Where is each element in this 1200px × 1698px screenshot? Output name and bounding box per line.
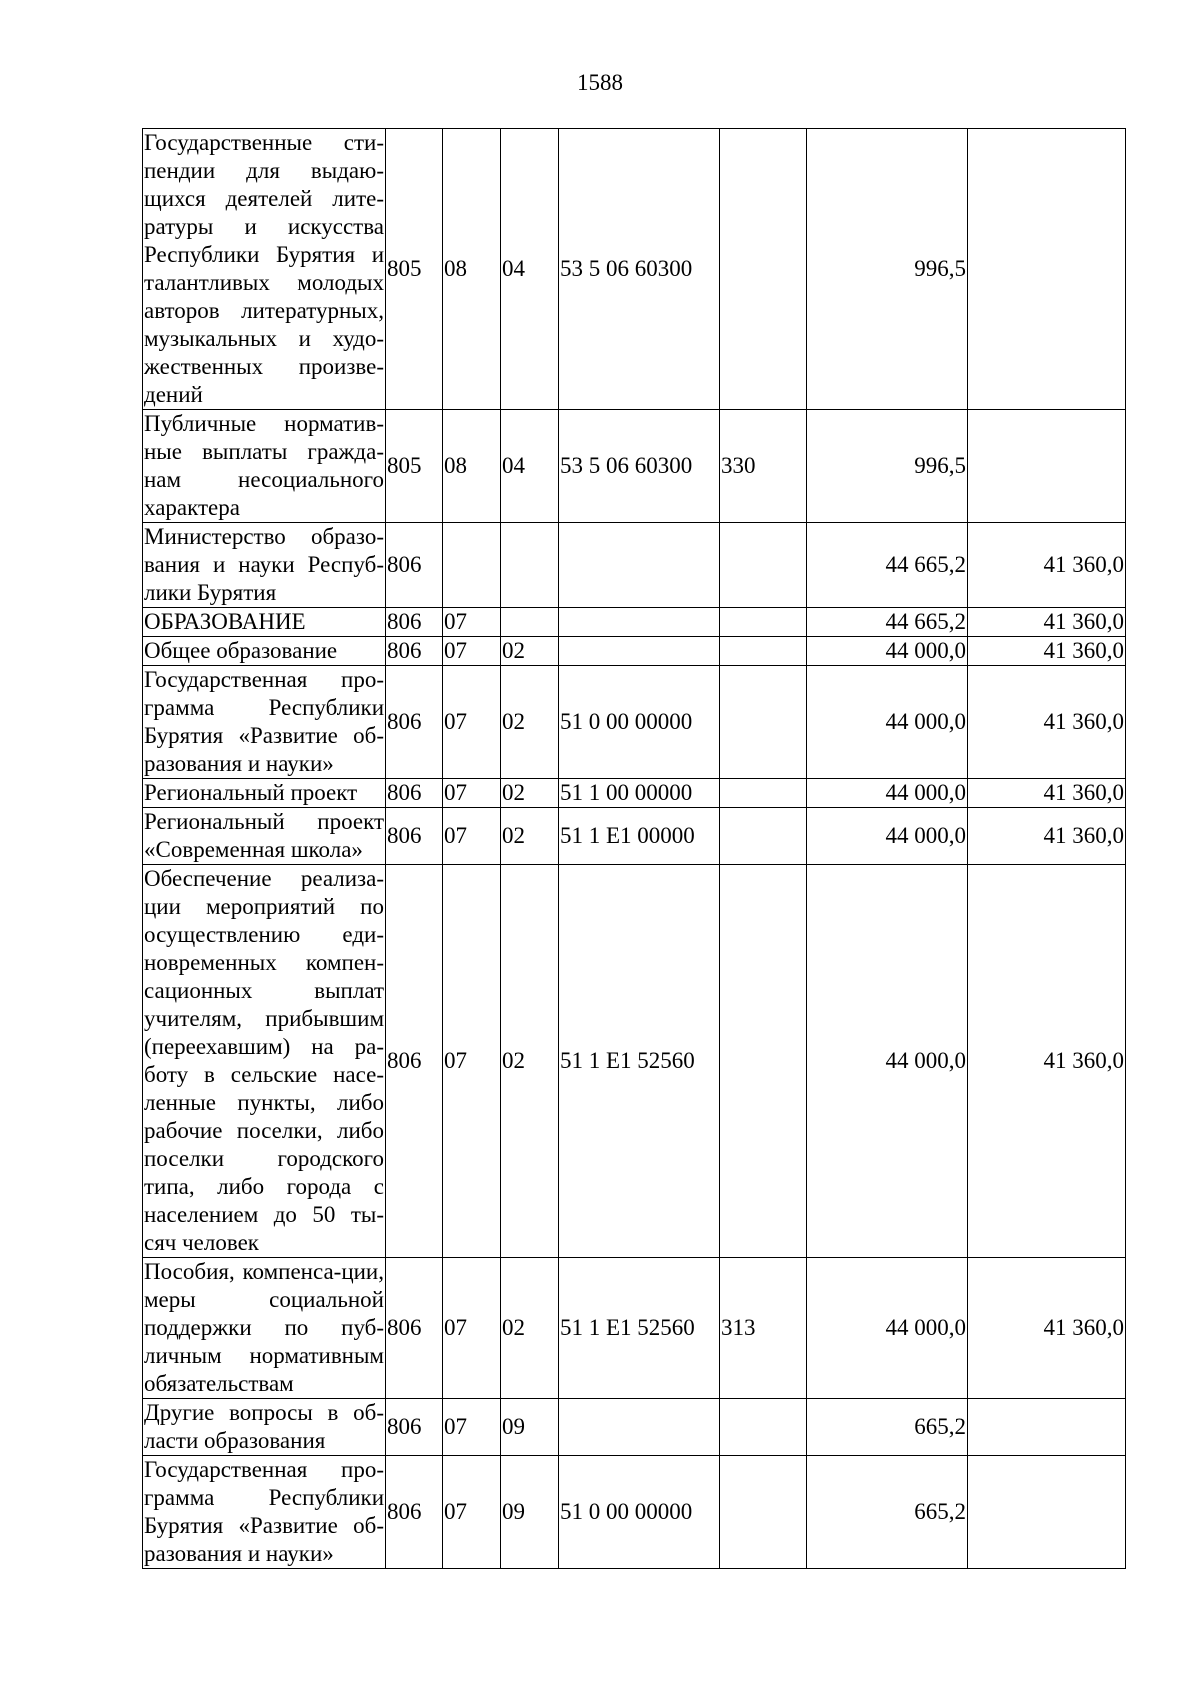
section-code-cell: 07	[443, 608, 501, 637]
amount-cell-2: 41 360,0	[968, 779, 1126, 808]
table-row	[143, 129, 1126, 410]
amount-cell-1: 44 665,2	[807, 523, 968, 608]
amount-cell-2: 41 360,0	[968, 808, 1126, 865]
amount-cell-1: 44 000,0	[807, 666, 968, 779]
ministry-code-cell: 806	[386, 1456, 443, 1569]
target-article-cell: 53 5 06 60300	[559, 129, 720, 410]
ministry-code-cell: 806	[386, 608, 443, 637]
section-code-cell: 07	[443, 779, 501, 808]
budget-table	[142, 128, 1126, 1569]
expense-type-cell	[720, 129, 807, 410]
table-row	[143, 1456, 1126, 1569]
amount-cell-2: 41 360,0	[968, 666, 1126, 779]
table-row	[143, 637, 1126, 666]
target-article-cell: 51 1 E1 00000	[559, 808, 720, 865]
section-code-cell: 07	[443, 808, 501, 865]
amount-cell-1: 44 665,2	[807, 608, 968, 637]
row-name-cell: Другие вопросы в об-ласти образования	[143, 1399, 386, 1456]
expense-type-cell	[720, 1456, 807, 1569]
ministry-code-cell: 805	[386, 410, 443, 523]
subsection-code-cell: 04	[501, 129, 559, 410]
section-code-cell	[443, 523, 501, 608]
row-name-cell: Региональный проект «Современная школа»	[143, 808, 386, 865]
subsection-code-cell: 02	[501, 779, 559, 808]
amount-cell-1: 665,2	[807, 1456, 968, 1569]
target-article-cell	[559, 523, 720, 608]
subsection-code-cell: 02	[501, 666, 559, 779]
ministry-code-cell: 806	[386, 666, 443, 779]
expense-type-cell	[720, 808, 807, 865]
ministry-code-cell: 806	[386, 808, 443, 865]
expense-type-cell: 330	[720, 410, 807, 523]
section-code-cell: 07	[443, 666, 501, 779]
target-article-cell: 51 1 E1 52560	[559, 865, 720, 1258]
table-body	[143, 129, 1126, 1569]
target-article-cell	[559, 1399, 720, 1456]
ministry-code-cell: 806	[386, 865, 443, 1258]
amount-cell-1: 44 000,0	[807, 1258, 968, 1399]
amount-cell-2	[968, 1399, 1126, 1456]
subsection-code-cell: 04	[501, 410, 559, 523]
table-row	[143, 523, 1126, 608]
subsection-code-cell: 09	[501, 1456, 559, 1569]
amount-cell-2: 41 360,0	[968, 865, 1126, 1258]
row-name-cell: Государственная про-грамма Республики Бурятия «Развитие об-разования и науки»	[143, 666, 386, 779]
ministry-code-cell: 806	[386, 1258, 443, 1399]
amount-cell-2	[968, 129, 1126, 410]
ministry-code-cell: 805	[386, 129, 443, 410]
amount-cell-2	[968, 1456, 1126, 1569]
target-article-cell	[559, 608, 720, 637]
row-name-cell: Общее образование	[143, 637, 386, 666]
amount-cell-1: 665,2	[807, 1399, 968, 1456]
ministry-code-cell: 806	[386, 523, 443, 608]
target-article-cell	[559, 637, 720, 666]
expense-type-cell	[720, 523, 807, 608]
section-code-cell: 08	[443, 410, 501, 523]
target-article-cell: 53 5 06 60300	[559, 410, 720, 523]
table-row	[143, 666, 1126, 779]
expense-type-cell	[720, 666, 807, 779]
row-name-cell: Пособия, компенса-ции, меры социальной поддержки по пуб-личным нормативным обязательствам	[143, 1258, 386, 1399]
table-row	[143, 808, 1126, 865]
expense-type-cell: 313	[720, 1258, 807, 1399]
amount-cell-2: 41 360,0	[968, 637, 1126, 666]
expense-type-cell	[720, 608, 807, 637]
ministry-code-cell: 806	[386, 1399, 443, 1456]
table-row	[143, 865, 1126, 1258]
table-row	[143, 1258, 1126, 1399]
table-row	[143, 410, 1126, 523]
expense-type-cell	[720, 1399, 807, 1456]
row-name-cell: Государственные сти-пендии для выдаю-щихся деятелей лите-ратуры и искусства Республики Бурятия и талантливых молодых авторов литературных, музыкальных и худо-жественных произве-дений	[143, 129, 386, 410]
page-number: 1588	[577, 70, 623, 95]
expense-type-cell	[720, 637, 807, 666]
ministry-code-cell: 806	[386, 779, 443, 808]
amount-cell-1: 996,5	[807, 410, 968, 523]
amount-cell-1: 44 000,0	[807, 779, 968, 808]
subsection-code-cell	[501, 608, 559, 637]
section-code-cell: 07	[443, 1399, 501, 1456]
row-name-cell: Региональный проект	[143, 779, 386, 808]
row-name-cell: Публичные норматив-ные выплаты гражда-нам несоциального характера	[143, 410, 386, 523]
row-name-cell: ОБРАЗОВАНИЕ	[143, 608, 386, 637]
subsection-code-cell: 09	[501, 1399, 559, 1456]
section-code-cell: 07	[443, 1456, 501, 1569]
subsection-code-cell: 02	[501, 637, 559, 666]
table-row	[143, 779, 1126, 808]
amount-cell-1: 44 000,0	[807, 808, 968, 865]
amount-cell-2: 41 360,0	[968, 1258, 1126, 1399]
subsection-code-cell: 02	[501, 1258, 559, 1399]
subsection-code-cell: 02	[501, 865, 559, 1258]
row-name-cell: Государственная про-грамма Республики Бурятия «Развитие об-разования и науки»	[143, 1456, 386, 1569]
table-row	[143, 1399, 1126, 1456]
target-article-cell: 51 0 00 00000	[559, 1456, 720, 1569]
expense-type-cell	[720, 865, 807, 1258]
amount-cell-2	[968, 410, 1126, 523]
section-code-cell: 08	[443, 129, 501, 410]
amount-cell-2: 41 360,0	[968, 523, 1126, 608]
target-article-cell: 51 0 00 00000	[559, 666, 720, 779]
subsection-code-cell	[501, 523, 559, 608]
section-code-cell: 07	[443, 637, 501, 666]
ministry-code-cell: 806	[386, 637, 443, 666]
subsection-code-cell: 02	[501, 808, 559, 865]
row-name-cell: Обеспечение реализа-ции мероприятий по осуществлению еди-новременных компен-сационных выплат учителям, прибывшим (переехавшим) на ра-боту в сельские насе-ленные пункты, либо рабочие поселки, либо поселки городского типа, либо города с населением до 50 ты-сяч человек	[143, 865, 386, 1258]
target-article-cell: 51 1 E1 52560	[559, 1258, 720, 1399]
amount-cell-2: 41 360,0	[968, 608, 1126, 637]
amount-cell-1: 44 000,0	[807, 637, 968, 666]
expense-type-cell	[720, 779, 807, 808]
amount-cell-1: 996,5	[807, 129, 968, 410]
table-row	[143, 608, 1126, 637]
amount-cell-1: 44 000,0	[807, 865, 968, 1258]
section-code-cell: 07	[443, 1258, 501, 1399]
section-code-cell: 07	[443, 865, 501, 1258]
target-article-cell: 51 1 00 00000	[559, 779, 720, 808]
row-name-cell: Министерство образо-вания и науки Респуб-лики Бурятия	[143, 523, 386, 608]
